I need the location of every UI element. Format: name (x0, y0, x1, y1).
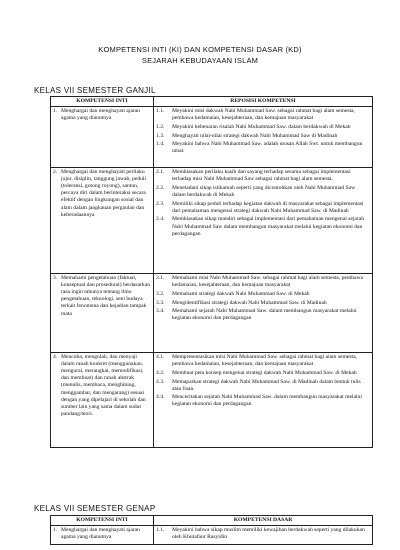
ki-number: 4. (53, 354, 58, 361)
kd-text: Mengidentifikasi strategi dakwah Nabi Muhammad Saw. di Madinah (172, 299, 327, 306)
kd-item (156, 379, 370, 393)
kd-number: 2.4. (156, 216, 165, 223)
kd-number: 3.4. (156, 308, 165, 315)
kd-number: 1.3. (156, 132, 165, 139)
kd-number: 1.2. (156, 123, 165, 130)
kd-text: Membiasakan sikap mandiri sebagai implementasi dari pemahaman mengenai sejarah Nabi Muhammad Saw dalam membangun masyarakat melalui kegiatan ekonomi dan perdagangan (172, 216, 364, 237)
table-row (51, 274, 373, 353)
ki-number: 3. (53, 275, 58, 282)
kd-text: Meneladani sikap istikamah seperti yang dicontohkan oleh Nabi Muhammad Saw dalam berdakwah di Mekah (172, 184, 356, 198)
kd-text: Memahami strategi dakwah Nabi Muhammad Saw. di Mekah (172, 290, 310, 297)
column-header-ki: KOMPETENSI INTI (51, 516, 154, 526)
kd-item (156, 141, 370, 155)
ki-text: Menghargai dan menghayati perilaku jujur, disiplin, tanggung jawab, peduli (toleransi, gotong royong), santun, percaya diri dalam berinteraksi secara efektif dengan lingkungan sosial dan alam dalam jangkauan pergaulan dan keberadaannya (61, 169, 147, 218)
kd-item (156, 216, 370, 237)
kd-item (156, 527, 370, 541)
kd-text: Menghayati nilai-nilai strategi dakwah Nabi Muhammad Saw di Madinah (172, 132, 338, 139)
kd-cell (154, 107, 373, 168)
ki-number: 1. (53, 527, 58, 534)
column-header-kd: KOMPETENSI DASAR (154, 516, 373, 526)
kd-cell (154, 353, 373, 448)
kd-number: 4.3. (156, 378, 165, 385)
ki-cell (51, 107, 154, 168)
kd-text: Memiliki sikap peduli terhadap kegiatan dakwah di masyarakat sebagai implementasi dari pemahaman mengenai strategi dakwah Nabi Muhammad Saw. di Madinah (172, 200, 364, 214)
ki-text: Memahami pengetahuan (faktual, konseptual dan prosedural) berdasarkan rasa ingin tahunya tentang ilmu pengetahuan, teknologi, seni budaya terkait fenomena dan kejadian tampak mata (61, 275, 151, 317)
kd-number: 3.1. (156, 275, 165, 282)
kd-number: 3.2. (156, 290, 165, 297)
kd-item (156, 133, 370, 140)
kd-cell (154, 526, 373, 545)
kd-item (156, 354, 370, 368)
kd-number: 2.1. (156, 169, 165, 176)
kd-text: Mempresentasikan misi Nabi Muhammad Saw. sebagai rahmat bagi alam semesta, pembawa kedamaian, kesejahteraan, dan kemajuan masyarakat (172, 354, 357, 368)
document-subtitle: SEJARAH KEBUDAYAAN ISLAM (141, 56, 259, 65)
ki-cell (51, 526, 154, 545)
kd-number: 4.1. (156, 354, 165, 361)
kd-item (156, 394, 370, 408)
kd-item (156, 185, 370, 199)
ki-text: Mencoba, mengolah, dan menyaji dalam ranah konkret (menggunakan, mengurai, merangkai, memodifikasi, dan membuat) dan ranah abstrak (menulis, membaca, menghitung, menggambar, dan mengarang) sesuai dengan yang dipelajari di sekolah dan sumber lain yang sama dalam sudut pandang/teori. (61, 354, 146, 417)
kd-number: 2.2. (156, 184, 165, 191)
kd-number: 1.1. (156, 108, 165, 115)
kd-item (156, 291, 370, 298)
kd-text: Membuat peta konsep mengenai strategi dakwah Nabi Muhammad Saw. di Mekah (172, 369, 357, 376)
ki-cell (51, 353, 154, 448)
kd-item (156, 201, 370, 215)
kd-item (156, 124, 370, 131)
column-header-kd: REPOSISI KOMPETENSI (154, 97, 373, 107)
kd-text: Memahami sejarah Nabi Muhammad Saw. dalam membangun masyarakat melalui kegiatan ekonomi dan perdagangan (172, 308, 357, 322)
ki-number: 1. (53, 108, 58, 115)
kd-item (156, 300, 370, 307)
kd-item (156, 169, 370, 183)
kd-number: 1.1. (156, 527, 165, 534)
kd-cell (154, 168, 373, 274)
ki-text: Menghargai dan menghayati ajaran agama yang dianutnya (61, 527, 140, 541)
kd-number: 4.2. (156, 369, 165, 376)
ki-cell (51, 274, 154, 353)
table-row (51, 353, 373, 448)
kd-text: Membiasakan perilaku kasih dan sayang terhadap sesama sebagai implementasi terhadap misi Nabi Muhammad Saw sebagai rahmat bagi alam semesta. (172, 169, 351, 183)
ki-number: 2. (53, 169, 58, 176)
section-title-genap: KELAS VII SEMESTER GENAP (34, 504, 156, 513)
kd-number: 2.3. (156, 200, 165, 207)
table-row (51, 107, 373, 168)
competency-table-ganjil (50, 96, 373, 448)
document-title: KOMPETENSI INTI (KI) DAN KOMPETENSI DASAR (KD) (98, 45, 302, 54)
ki-text: Menghargai dan menghayati ajaran agama yang dianutnya (61, 108, 140, 122)
kd-text: Memahami misi Nabi Muhammad Saw. sebagai rahmat bagi alam semesta, pembawa kedamaian, kesejahteraan, dan kemajuan masyarakat (172, 275, 364, 289)
table-row (51, 526, 373, 545)
kd-number: 4.4. (156, 394, 165, 401)
table-row (51, 168, 373, 274)
column-header-ki: KOMPETENSI INTI (51, 97, 154, 107)
ki-cell (51, 168, 154, 274)
kd-item (156, 275, 370, 289)
kd-item (156, 108, 370, 122)
kd-item (156, 308, 370, 322)
kd-number: 1.4. (156, 141, 165, 148)
kd-text: Menceritakan sejarah Nabi Muhammad Saw. dalam membangun masyarakat melalui kegiatan ekonomi dan perdagangan (172, 394, 362, 408)
kd-text: Meyakini bahwa Nabi Muhammad Saw. adalah utusan Allah Swt. untuk membangun umat. (172, 141, 363, 155)
competency-table-genap (50, 515, 373, 545)
kd-text: Memaparkan strategi dakwah Nabi Muhammad Saw. di Madinah dalam bentuk tulis atau lisan. (172, 378, 361, 392)
kd-cell (154, 274, 373, 353)
kd-text: Meyakini misi dakwah Nabi Muhammad Saw. sebagai rahmat bagi alam semesta, pembawa kedamaian, kesejahteraan, dan kemajuan masyarakat (172, 108, 355, 122)
kd-text: Meyakini kebenaran risalah Nabi Muhammad Saw. dalam berdakwah di Mekah (172, 123, 351, 130)
section-title-ganjil: KELAS VII SEMESTER GANJIL (34, 86, 156, 95)
kd-number: 3.3. (156, 299, 165, 306)
kd-text: Meyakini bahwa sikap muslim memiliki kewajiban berdakwah seperti yang dilakukan oleh Khulafaur Rasyidin (172, 527, 365, 541)
kd-item (156, 370, 370, 377)
